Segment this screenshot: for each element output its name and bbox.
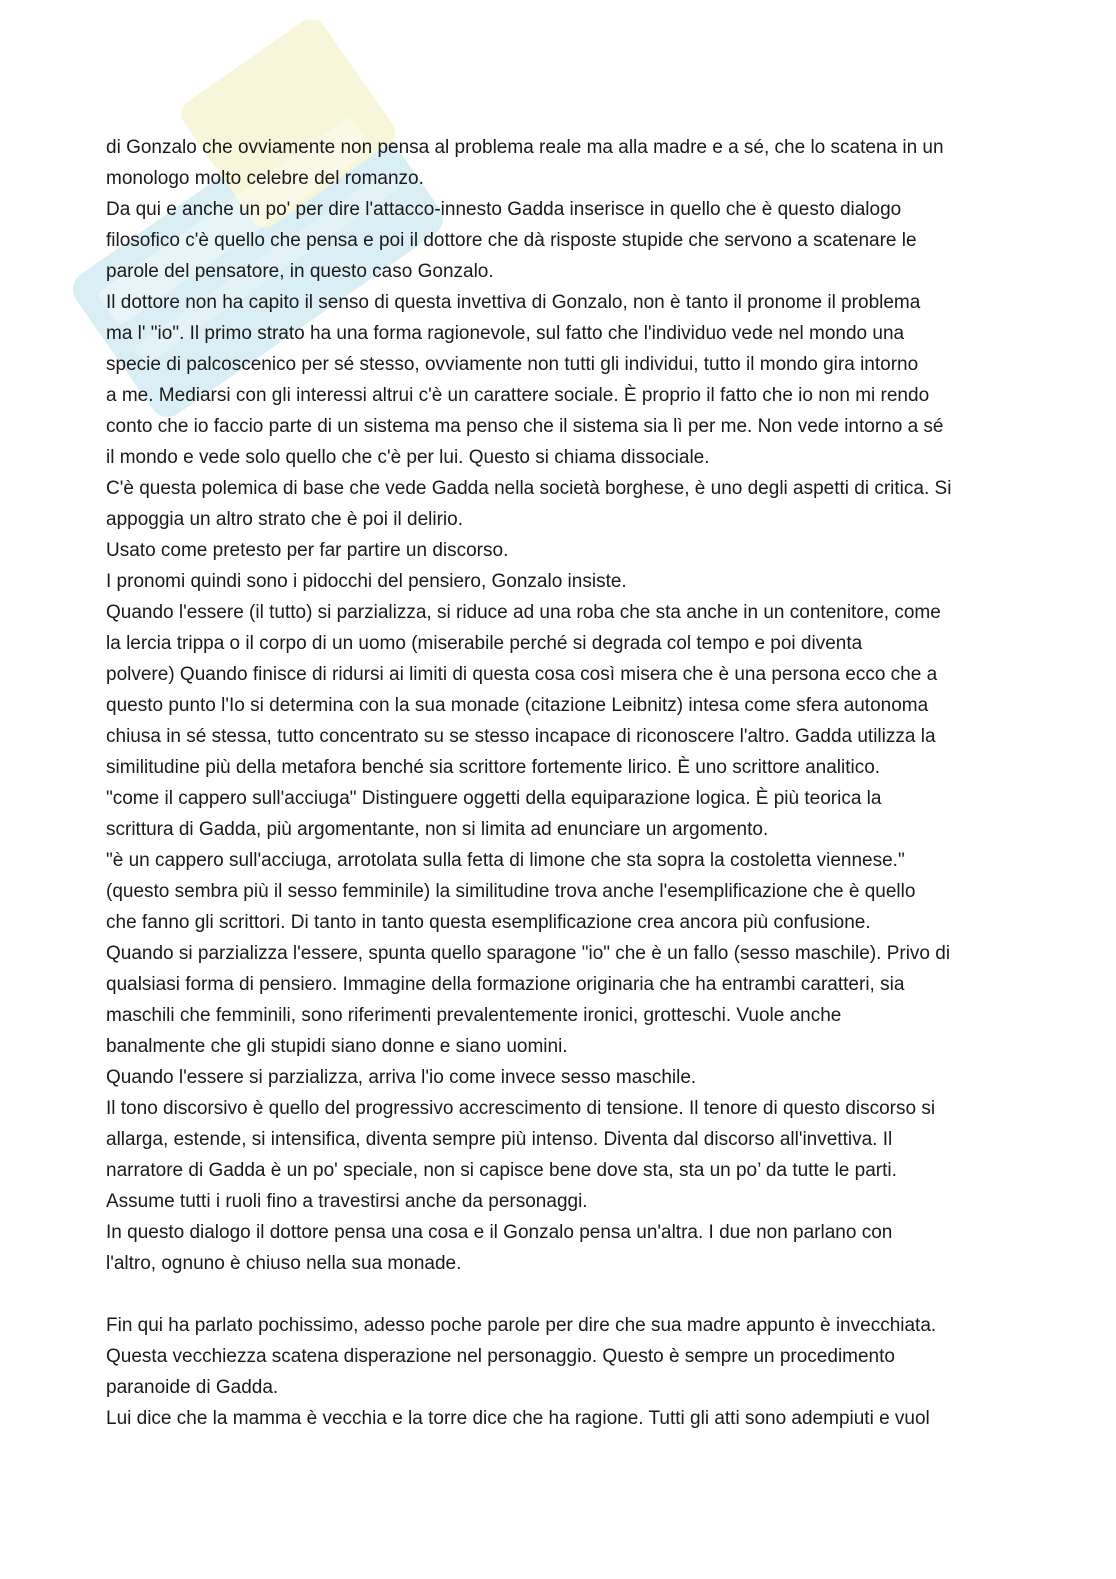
paragraph xyxy=(106,1217,1006,1279)
text-line: similitudine più della metafora benché sia scrittore fortemente lirico. È uno scrittore analitico. xyxy=(106,757,881,778)
text-line: C'è questa polemica di base che vede Gadda nella società borghese, è uno degli aspetti di critica. Si xyxy=(106,478,952,499)
paragraph xyxy=(106,473,1006,535)
document-body xyxy=(106,132,1006,1434)
text-line: allarga, estende, si intensifica, diventa sempre più intenso. Diventa dal discorso all'invettiva. Il xyxy=(106,1129,893,1150)
text-line: narratore di Gadda è un po' speciale, non si capisce bene dove sta, sta un po’ da tutte le parti. xyxy=(106,1160,897,1181)
paragraph xyxy=(106,938,1006,1062)
paragraph xyxy=(106,566,1006,597)
text-line: l'altro, ognuno è chiuso nella sua monade. xyxy=(106,1253,462,1274)
text-line: ma l' "io". Il primo strato ha una forma ragionevole, sul fatto che l'individuo vede nel mondo una xyxy=(106,323,905,344)
text-line: questo punto l'Io si determina con la sua monade (citazione Leibnitz) intesa come sfera autonoma xyxy=(106,695,929,716)
paragraph xyxy=(106,287,1006,473)
paragraph xyxy=(106,597,1006,845)
text-line: che fanno gli scrittori. Di tanto in tanto questa esemplificazione crea ancora più confusione. xyxy=(106,912,871,933)
paragraph xyxy=(106,194,1006,287)
text-line: Quando l'essere si parzializza, arriva l'io come invece sesso maschile. xyxy=(106,1067,697,1088)
text-line: scrittura di Gadda, più argomentante, non si limita ad enunciare un argomento. xyxy=(106,819,769,840)
text-line: Lui dice che la mamma è vecchia e la torre dice che ha ragione. Tutti gli atti sono adempiuti e vuol xyxy=(106,1408,930,1429)
text-line: il mondo e vede solo quello che c'è per lui. Questo si chiama dissociale. xyxy=(106,447,710,468)
text-line: Quando l'essere (il tutto) si parzializza, si riduce ad una roba che sta anche in un contenitore, come xyxy=(106,602,941,623)
paragraph xyxy=(106,1403,1006,1434)
text-line: polvere) Quando finisce di ridursi ai limiti di questa cosa così misera che è una persona ecco che a xyxy=(106,664,938,685)
text-line: chiusa in sé stessa, tutto concentrato su se stesso incapace di riconoscere l'altro. Gadda utilizza la xyxy=(106,726,936,747)
paragraph xyxy=(106,1310,1006,1403)
text-line: banalmente che gli stupidi siano donne e siano uomini. xyxy=(106,1036,568,1057)
text-line: appoggia un altro strato che è poi il delirio. xyxy=(106,509,464,530)
text-line: Quando si parzializza l'essere, spunta quello sparagone "io" che è un fallo (sesso maschile). Privo di xyxy=(106,943,951,964)
text-line: In questo dialogo il dottore pensa una cosa e il Gonzalo pensa un'altra. I due non parlano con xyxy=(106,1222,893,1243)
text-line: Il tono discorsivo è quello del progressivo accrescimento di tensione. Il tenore di questo discorso si xyxy=(106,1098,936,1119)
text-line: "è un cappero sull'acciuga, arrotolata sulla fetta di limone che sta sopra la costoletta viennese." xyxy=(106,850,905,871)
text-line: a me. Mediarsi con gli interessi altrui c'è un carattere sociale. È proprio il fatto che io non mi rendo xyxy=(106,385,930,406)
text-line: Il dottore non ha capito il senso di questa invettiva di Gonzalo, non è tanto il pronome il problema xyxy=(106,292,921,313)
text-line: la lercia trippa o il corpo di un uomo (miserabile perché si degrada col tempo e poi diventa xyxy=(106,633,863,654)
text-line: di Gonzalo che ovviamente non pensa al problema reale ma alla madre e a sé, che lo scatena in un xyxy=(106,137,944,158)
paragraph xyxy=(106,1062,1006,1093)
text-line: paranoide di Gadda. xyxy=(106,1377,279,1398)
paragraph xyxy=(106,535,1006,566)
text-line: parole del pensatore, in questo caso Gonzalo. xyxy=(106,261,494,282)
paragraph-gap xyxy=(106,1279,1006,1310)
paragraph xyxy=(106,1093,1006,1217)
text-line: filosofico c'è quello che pensa e poi il dottore che dà risposte stupide che servono a scatenare le xyxy=(106,230,917,251)
paragraph xyxy=(106,845,1006,938)
text-line: "come il cappero sull'acciuga" Distinguere oggetti della equiparazione logica. È più teorica la xyxy=(106,788,882,809)
text-line: I pronomi quindi sono i pidocchi del pensiero, Gonzalo insiste. xyxy=(106,571,627,592)
text-line: Usato come pretesto per far partire un discorso. xyxy=(106,540,509,561)
text-line: monologo molto celebre del romanzo. xyxy=(106,168,424,189)
text-line: Fin qui ha parlato pochissimo, adesso poche parole per dire che sua madre appunto è invecchiata. xyxy=(106,1315,937,1336)
text-line: (questo sembra più il sesso femminile) la similitudine trova anche l'esemplificazione che è quello xyxy=(106,881,916,902)
text-line: conto che io faccio parte di un sistema ma penso che il sistema sia lì per me. Non vede intorno a sé xyxy=(106,416,944,437)
text-line: Da qui e anche un po' per dire l'attacco-innesto Gadda inserisce in quello che è questo dialogo xyxy=(106,199,902,220)
text-line: maschili che femminili, sono riferimenti prevalentemente ironici, grotteschi. Vuole anche xyxy=(106,1005,842,1026)
text-line: Questa vecchiezza scatena disperazione nel personaggio. Questo è sempre un procedimento xyxy=(106,1346,895,1367)
text-line: qualsiasi forma di pensiero. Immagine della formazione originaria che ha entrambi caratteri, sia xyxy=(106,974,905,995)
text-line: Assume tutti i ruoli fino a travestirsi anche da personaggi. xyxy=(106,1191,588,1212)
text-line: specie di palcoscenico per sé stesso, ovviamente non tutti gli individui, tutto il mondo gira intorno xyxy=(106,354,919,375)
paragraph xyxy=(106,132,1006,194)
